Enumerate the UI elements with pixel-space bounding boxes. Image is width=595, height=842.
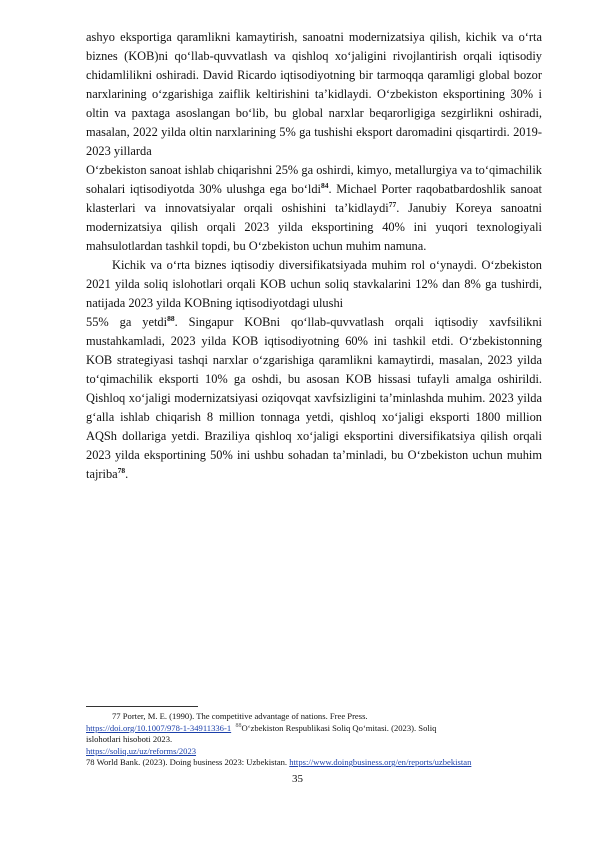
footnote-divider — [86, 706, 198, 707]
paragraph-4 — [86, 313, 542, 484]
paragraph-3-text: Kichik va o‘rta biznes iqtisodiy diversifikatsiyada muhim rol o‘ynaydi. O‘zbekiston 2021 yilda soliq islohotlari orqali KOB uchun soliq stavkalarini 12% dan 8% ga tushirdi, natijada 2023 yilda KOBning iqtisodiyotdagi ulushi — [86, 258, 542, 310]
footnotes-section — [86, 706, 546, 769]
page-number: 35 — [292, 773, 303, 785]
paragraph-2-text-b: . Michael Porter raqobatbardoshlik sanoat klasterlari va innovatsiyalar orqali oshishini ta’kidlaydi — [86, 182, 543, 215]
footnote-88-line — [86, 723, 546, 735]
footnote-ref-78[interactable]: 78 — [117, 465, 126, 475]
footnote-ref-88[interactable]: 88 — [167, 313, 175, 323]
footnote-88-link-line — [86, 746, 546, 758]
document-body — [86, 28, 542, 484]
paragraph-2 — [86, 161, 542, 256]
footnote-77: 77 Porter, M. E. (1990). The competitive advantage of nations. Free Press. — [112, 711, 368, 721]
worldbank-link[interactable]: https://www.doingbusiness.org/en/reports/uzbekistan — [289, 757, 472, 767]
footnote-88-marker: 88 — [235, 722, 242, 729]
footnote-88-continuation: islohotlari hisoboti 2023. — [86, 734, 173, 744]
footnote-78 — [86, 757, 546, 769]
footnote-ref-77[interactable]: 77 — [388, 199, 397, 209]
paragraph-4-text-c: . — [125, 467, 129, 481]
paragraph-1-text: ashyo eksportiga qaramlikni kamaytirish, sanoatni modernizatsiya qilish, kichik va o‘rta biznes (KOB)ni qo‘llab-quvvatlash va qishloq xo‘jaligini rivojlantirish orqali iqtisodiy chidamlilikni oshiradi. David Ricardo iqtisodiyotning bir tarmoqqa qaramligi global bozor narxlarining o‘zgarishiga zaiflik keltirishini ta’kidlaydi. O‘zbekiston eksportining 30% i oltin va paxtaga asoslangan bo‘lib, bu global narxlar beqarorligiga sezgirlikni oshiradi, masalan, 2022 yilda oltin narxlarining 5% ga tushishi eksport daromadini qisqartirdi. 2019-2023 yillarda — [86, 30, 542, 158]
paragraph-2-text-a: O‘zbekiston sanoat ishlab chiqarishni 25% ga oshirdi, kimyo, metallurgiya va to‘qimachilik sohalari iqtisodiyotda 30% ulushga ega bo‘ldi — [86, 163, 542, 196]
paragraph-2-text-c: . Janubiy Koreya sanoatni modernizatsiya qilish orqali 2023 yilda eksportining 40% ini yuqori texnologiyali mahsulotlardan tashkil topdi, bu O‘zbekiston uchun muhim namuna. — [86, 201, 542, 253]
soliq-link[interactable]: https://soliq.uz/uz/reforms/2023 — [86, 745, 197, 756]
doi-link[interactable]: https://doi.org/10.1007/978-1-34911336-1 — [86, 722, 232, 733]
paragraph-1 — [86, 28, 542, 161]
footnote-88-text: O‘zbekiston Respublikasi Soliq Qo‘mitasi. (2023). Soliq — [241, 722, 437, 733]
footnote-ref-84[interactable]: 84 — [321, 180, 329, 190]
paragraph-4-text-b: . Singapur KOBni qo‘llab-quvvatlash orqali iqtisodiy xavfsilikni mustahkamladi, 2023 yilda KOB iqtisodiyotning 60% ini tashkil etdi. O‘zbekistonning KOB strategiyasi tashqi narxlar o‘zgarishiga qaramlikni kamaytirdi, masalan, 2023 yilda to‘qimachilik eksporti 10% ga oshdi, bu asosan KOB hissasi tufayli amalga oshirildi. Qishloq xo‘jaligi modernizatsiyasi oziqovqat xavfsizligini ta’minlashda muhim. 2023 yilda g‘alla ishlab chiqarish 8 million tonnaga yetdi, qishloq xo‘jaligi eksporti 1800 million AQSh dollariga yetdi. Braziliya qishloq xo‘jaligi eksportini diversifikatsiya qilish orqali 2023 yilda eksportining 50% ini ushbu sohadan ta’minladi, bu O‘zbekiston uchun muhim tajriba — [86, 315, 542, 481]
paragraph-4-text-a: 55% ga yetdi — [86, 315, 168, 329]
paragraph-3 — [86, 256, 542, 313]
footnote-78-text: 78 World Bank. (2023). Doing business 2023: Uzbekistan. — [86, 757, 288, 767]
